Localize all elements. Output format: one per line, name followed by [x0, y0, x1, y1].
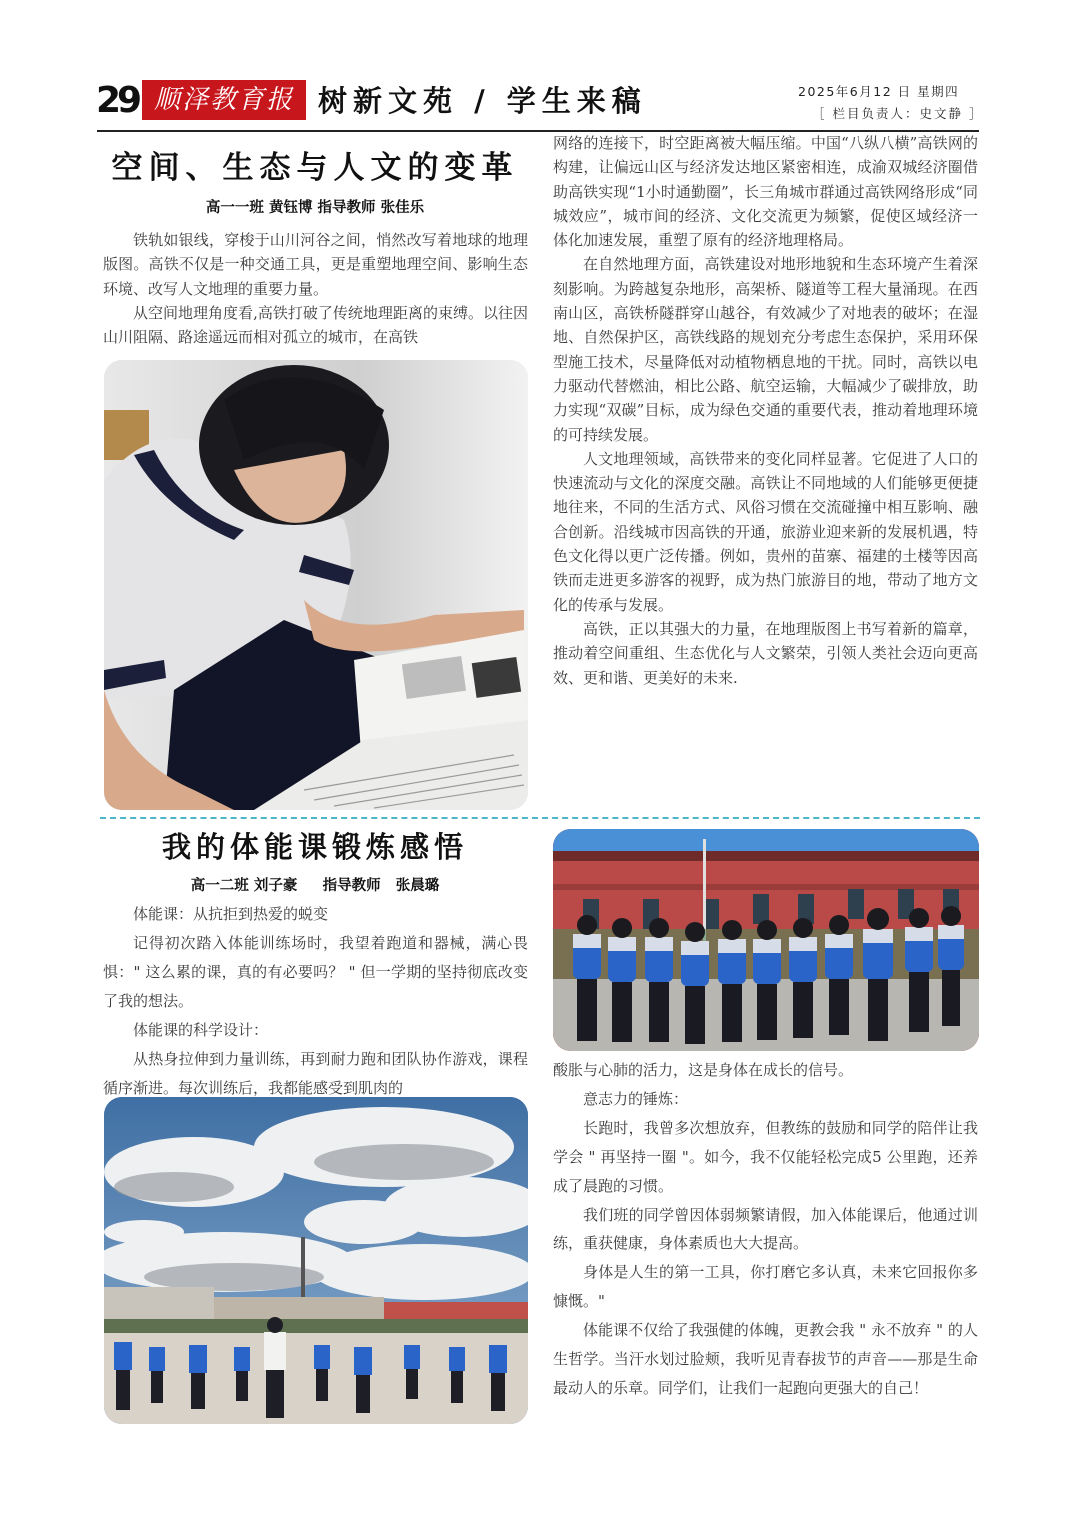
article1-byline: 高一一班 黄钰博 指导教师 张佳乐	[205, 200, 425, 216]
paragraph: 酸胀与心肺的活力，这是身体在成长的信号。	[553, 1061, 854, 1079]
students-jogging-illustration-icon	[553, 829, 979, 1051]
paragraph: 意志力的锤炼：	[583, 1089, 689, 1108]
paragraph: 长跑时，我曾多次想放弃，但教练的鼓励和同学的陪伴让我学会 " 再坚持一圈 "。如今，我不仅能轻松完成5 公里跑，还养成了晨跑的习惯。	[553, 1118, 978, 1195]
paragraph: 我们班的同学曾因体弱频繁请假，加入体能课后，他通过训练，重获健康，身体素质也大大提高。	[553, 1205, 978, 1253]
students-field-illustration-icon	[104, 1097, 528, 1424]
section-title: 树新文苑 / 学生来稿	[318, 84, 647, 118]
article2-byline: 高一二班 刘子豪 指导教师 张晨璐	[190, 878, 440, 894]
paragraph: 人文地理领域，高铁带来的变化同样显著。它促进了人口的快速流动与文化的深度交融。高铁让不同地域的人们能够更便捷地往来，不同的生活方式、风俗习惯在交流碰撞中相互影响、融合创新。沿线城市因高铁的开通，旅游业迎来新的发展机遇，特色文化得以更广泛传播。例如，贵州的苗寨、福建的土楼等因高铁而走进更多游客的视野，成为热门旅游目的地，带动了地方文化的传承与发展。	[553, 449, 978, 614]
paragraph: 高铁，正以其强大的力量，在地理版图上书写着新的篇章，推动着空间重组、生态优化与人文繁荣，引领人类社会迈向更高效、更和谐、更美好的未来.	[553, 619, 978, 687]
article1-title: 空间、生态与人文的变革	[111, 150, 519, 186]
student-reading-illustration-icon	[104, 360, 528, 810]
paragraph: 网络的连接下，时空距离被大幅压缩。中国“八纵八横”高铁网的构建，让偏远山区与经济发达地区紧密相连，成渝双城经济圈借助高铁实现“1小时通勤圈”，长三角城市群通过高铁网络形成“同城效应”，城市间的经济、文化交流更为频繁，促使区域经济一体化加速发展，重塑了原有的经济地理格局。	[553, 134, 978, 250]
article-divider	[100, 817, 980, 819]
student-reading-photo	[104, 360, 528, 810]
article2-right-text	[553, 1056, 978, 1403]
article2-title: 我的体能课锻炼感悟	[161, 830, 468, 864]
newspaper-masthead: 顺泽教育报	[142, 80, 306, 120]
column-editor: ［ 栏目负责人：史文静 ］	[812, 106, 984, 121]
issue-date: 2025年6月12 日 星期四	[798, 84, 960, 99]
article1-right-text	[553, 131, 978, 690]
paragraph: 从热身拉伸到力量训练，再到耐力跑和团队协作游戏，课程循序渐进。每次训练后，我都能感受到肌肉的	[103, 1050, 528, 1097]
paragraph: 铁轨如银线，穿梭于山川河谷之间，悄然改写着地球的地理版图。高铁不仅是一种交通工具，更是重塑地理空间、影响生态环境、改写人文地理的重要力量。	[103, 231, 528, 298]
paragraph: 体能课不仅给了我强健的体魄，更教会我 " 永不放弃 " 的人生哲学。当汗水划过脸颊，我听见青春拔节的声音——那是生命最动人的乐章。同学们，让我们一起跑向更强大的自己！	[553, 1321, 978, 1397]
paragraph: 体能课：从抗拒到热爱的蜕变	[133, 905, 329, 923]
article2-left-text	[103, 900, 528, 1103]
paragraph: 身体是人生的第一工具，你打磨它多认真，未来它回报你多慷慨。"	[553, 1263, 978, 1311]
article1-left-text	[103, 228, 528, 349]
page-number: 29	[96, 80, 139, 121]
students-field-exercise-photo	[104, 1097, 528, 1424]
paragraph: 在自然地理方面，高铁建设对地形地貌和生态环境产生着深刻影响。为跨越复杂地形，高架桥、隧道等工程大量涌现。在西南山区，高铁桥隧群穿山越谷，有效减少了对地表的破坏；在湿地、自然保护区，高铁线路的规划充分考虑生态保护，采用环保型施工技术，尽量降低对动植物栖息地的干扰。同时，高铁以电力驱动代替燃油，相比公路、航空运输，大幅减少了碳排放，助力实现“双碳”目标，成为绿色交通的重要代表，推动着地理环境的可持续发展。	[553, 255, 978, 444]
paragraph: 体能课的科学设计：	[133, 1021, 269, 1039]
paragraph: 记得初次踏入体能训练场时，我望着跑道和器械，满心畏惧：" 这么累的课，真的有必要吗？ " 但一学期的坚持彻底改变了我的想法。	[103, 934, 528, 1010]
students-jogging-photo	[553, 829, 979, 1051]
paragraph: 从空间地理角度看,高铁打破了传统地理距离的束缚。以往因山川阻隔、路途遥远而相对孤立的城市，在高铁	[103, 303, 528, 347]
